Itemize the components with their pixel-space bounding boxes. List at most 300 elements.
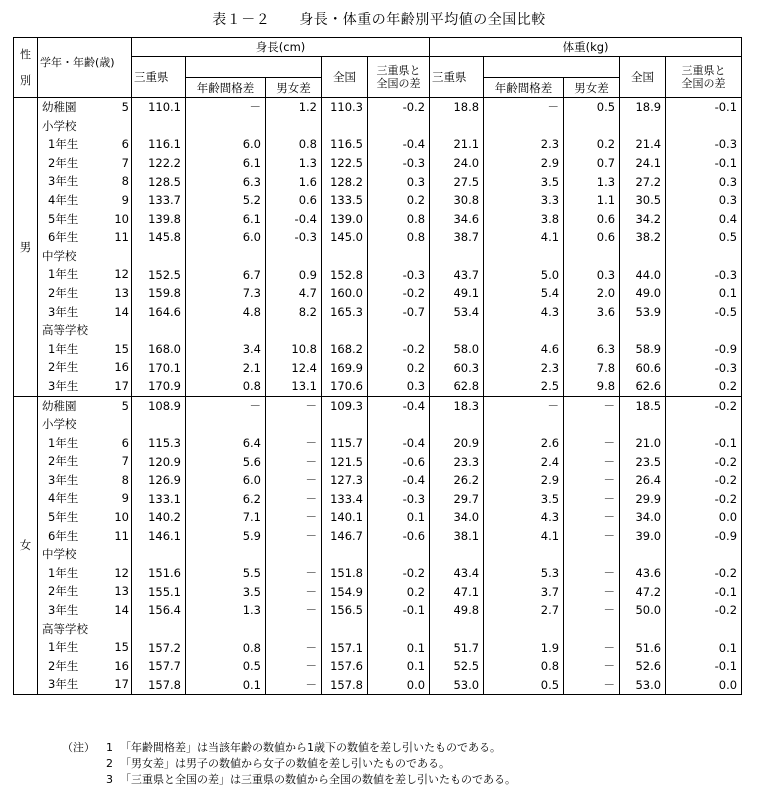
national-height-cell: 110.3 xyxy=(322,98,368,117)
national-height-cell: 154.9 xyxy=(322,582,368,601)
weight-mie-vs-national-cell: -0.1 xyxy=(666,98,742,117)
grade-cell xyxy=(38,247,132,266)
mie-height-cell xyxy=(132,117,186,136)
mie-height-cell xyxy=(132,321,186,340)
weight-sex-diff-cell: － xyxy=(564,527,620,546)
age-value: 10 xyxy=(114,510,129,525)
table-row xyxy=(14,98,742,117)
age-value: 12 xyxy=(114,267,129,282)
age-value: 9 xyxy=(121,491,129,506)
mie-height-cell: 156.4 xyxy=(132,601,186,620)
national-weight-cell: 34.0 xyxy=(620,508,666,527)
header-weight-age-diff: 年齢間格差 xyxy=(484,78,564,98)
weight-sex-diff-cell: － xyxy=(564,452,620,471)
mie-height-cell xyxy=(132,247,186,266)
table-row xyxy=(14,117,742,136)
height-mie-vs-national-cell: 0.1 xyxy=(368,657,430,676)
height-age-diff-cell: 6.0 xyxy=(186,135,266,154)
grade-cell xyxy=(38,434,132,453)
weight-mie-vs-national-cell: -0.1 xyxy=(666,434,742,453)
weight-sex-diff-cell xyxy=(564,247,620,266)
grade-cell xyxy=(38,396,132,415)
grade-cell xyxy=(38,527,132,546)
height-sex-diff-cell: － xyxy=(266,434,322,453)
grade-label: 5年生 xyxy=(48,510,79,525)
header-weight-group: 体重(kg) xyxy=(430,38,742,57)
grade-cell xyxy=(38,601,132,620)
national-weight-cell: 29.9 xyxy=(620,489,666,508)
mie-height-cell: 108.9 xyxy=(132,396,186,415)
table-row xyxy=(14,452,742,471)
table-row xyxy=(14,620,742,639)
mie-height-cell: 170.1 xyxy=(132,358,186,377)
table-row xyxy=(14,303,742,322)
height-age-diff-cell: 6.0 xyxy=(186,228,266,247)
table-row xyxy=(14,489,742,508)
grade-cell xyxy=(38,265,132,284)
weight-mie-vs-national-cell xyxy=(666,415,742,434)
grade-cell xyxy=(38,340,132,359)
weight-age-diff-cell: 0.8 xyxy=(484,657,564,676)
national-height-cell: 151.8 xyxy=(322,564,368,583)
national-weight-cell xyxy=(620,247,666,266)
weight-mie-vs-national-cell: -0.3 xyxy=(666,135,742,154)
national-weight-cell: 53.0 xyxy=(620,675,666,694)
weight-age-diff-cell: 2.9 xyxy=(484,154,564,173)
weight-sex-diff-cell: － xyxy=(564,638,620,657)
height-mie-vs-national-cell: 0.2 xyxy=(368,582,430,601)
national-height-cell xyxy=(322,620,368,639)
header-weight-spacer xyxy=(484,57,620,78)
weight-sex-diff-cell: － xyxy=(564,396,620,415)
weight-age-diff-cell: 4.1 xyxy=(484,527,564,546)
height-sex-diff-cell: － xyxy=(266,471,322,490)
mie-height-cell: 120.9 xyxy=(132,452,186,471)
height-age-diff-cell: 6.3 xyxy=(186,172,266,191)
height-mie-vs-national-cell xyxy=(368,415,430,434)
national-height-cell: 109.3 xyxy=(322,396,368,415)
weight-sex-diff-cell: － xyxy=(564,508,620,527)
weight-sex-diff-cell: 6.3 xyxy=(564,340,620,359)
weight-mie-vs-national-cell: 0.0 xyxy=(666,508,742,527)
grade-cell xyxy=(38,638,132,657)
national-weight-cell: 50.0 xyxy=(620,601,666,620)
height-mie-vs-national-cell xyxy=(368,620,430,639)
national-weight-cell: 21.0 xyxy=(620,434,666,453)
height-age-diff-cell: 3.4 xyxy=(186,340,266,359)
table-body xyxy=(14,98,742,695)
height-sex-diff-cell: － xyxy=(266,582,322,601)
age-value: 15 xyxy=(114,640,129,655)
footnote xyxy=(62,756,516,772)
mie-weight-cell: 53.4 xyxy=(430,303,484,322)
grade-cell xyxy=(38,489,132,508)
weight-sex-diff-cell: － xyxy=(564,434,620,453)
height-sex-diff-cell: -0.3 xyxy=(266,228,322,247)
weight-sex-diff-cell: 1.3 xyxy=(564,172,620,191)
grade-cell xyxy=(38,545,132,564)
height-age-diff-cell: 0.5 xyxy=(186,657,266,676)
national-weight-cell: 18.5 xyxy=(620,396,666,415)
height-mie-vs-national-cell: -0.4 xyxy=(368,396,430,415)
weight-mie-vs-national-cell: -0.2 xyxy=(666,564,742,583)
height-age-diff-cell: 7.3 xyxy=(186,284,266,303)
age-value: 16 xyxy=(114,360,129,375)
height-age-diff-cell: 5.5 xyxy=(186,564,266,583)
height-sex-diff-cell: － xyxy=(266,601,322,620)
grade-cell xyxy=(38,471,132,490)
weight-mie-vs-national-cell: 0.5 xyxy=(666,228,742,247)
grade-cell xyxy=(38,154,132,173)
weight-sex-diff-cell: － xyxy=(564,601,620,620)
weight-age-diff-cell: 1.9 xyxy=(484,638,564,657)
mie-height-cell: 151.6 xyxy=(132,564,186,583)
height-sex-diff-cell: － xyxy=(266,675,322,694)
mie-height-cell: 159.8 xyxy=(132,284,186,303)
national-height-cell: 165.3 xyxy=(322,303,368,322)
grade-label: 2年生 xyxy=(48,285,79,300)
height-age-diff-cell xyxy=(186,321,266,340)
header-sex: 性 別 xyxy=(14,38,38,98)
age-value: 10 xyxy=(114,211,129,226)
weight-mie-vs-national-cell: -0.1 xyxy=(666,657,742,676)
grade-label: 高等学校 xyxy=(42,323,88,338)
height-mie-vs-national-cell: -0.2 xyxy=(368,284,430,303)
weight-sex-diff-cell xyxy=(564,545,620,564)
national-height-cell xyxy=(322,545,368,564)
national-height-cell: 146.7 xyxy=(322,527,368,546)
national-height-cell xyxy=(322,415,368,434)
height-sex-diff-cell: -0.4 xyxy=(266,210,322,229)
national-height-cell: 160.0 xyxy=(322,284,368,303)
weight-sex-diff-cell: 2.0 xyxy=(564,284,620,303)
table-row xyxy=(14,675,742,694)
height-mie-vs-national-cell: -0.3 xyxy=(368,154,430,173)
footnotes xyxy=(62,740,516,788)
table-row xyxy=(14,545,742,564)
mie-height-cell: 128.5 xyxy=(132,172,186,191)
header-height-national: 全国 xyxy=(322,57,368,98)
national-height-cell xyxy=(322,247,368,266)
grade-label: 2年生 xyxy=(48,658,79,673)
national-height-cell: 127.3 xyxy=(322,471,368,490)
mie-height-cell: 157.7 xyxy=(132,657,186,676)
grade-label: 3年生 xyxy=(48,603,79,618)
mie-weight-cell: 18.3 xyxy=(430,396,484,415)
national-weight-cell xyxy=(620,321,666,340)
weight-age-diff-cell: 4.3 xyxy=(484,508,564,527)
height-age-diff-cell: 6.7 xyxy=(186,265,266,284)
age-value: 6 xyxy=(121,137,129,152)
height-sex-diff-cell xyxy=(266,415,322,434)
mie-height-cell: 133.7 xyxy=(132,191,186,210)
grade-label: 2年生 xyxy=(48,584,79,599)
mie-weight-cell: 43.4 xyxy=(430,564,484,583)
national-weight-cell: 51.6 xyxy=(620,638,666,657)
grade-cell xyxy=(38,303,132,322)
height-sex-diff-cell: 13.1 xyxy=(266,377,322,396)
weight-sex-diff-cell: 0.6 xyxy=(564,210,620,229)
comparison-table xyxy=(13,37,742,695)
national-weight-cell: 44.0 xyxy=(620,265,666,284)
mie-weight-cell xyxy=(430,321,484,340)
age-value: 13 xyxy=(114,285,129,300)
national-weight-cell: 34.2 xyxy=(620,210,666,229)
footnote-text: 「三重県と全国の差」は三重県の数値から全国の数値を差し引いたものである。 xyxy=(120,773,516,786)
mie-weight-cell: 53.0 xyxy=(430,675,484,694)
weight-age-diff-cell: 4.1 xyxy=(484,228,564,247)
height-age-diff-cell: 5.2 xyxy=(186,191,266,210)
mie-height-cell: 122.2 xyxy=(132,154,186,173)
national-height-cell: 157.6 xyxy=(322,657,368,676)
height-mie-vs-national-cell xyxy=(368,321,430,340)
mie-weight-cell xyxy=(430,415,484,434)
weight-age-diff-cell: 0.5 xyxy=(484,675,564,694)
weight-sex-diff-cell: 3.6 xyxy=(564,303,620,322)
national-weight-cell: 52.6 xyxy=(620,657,666,676)
grade-cell xyxy=(38,620,132,639)
weight-age-diff-cell xyxy=(484,620,564,639)
grade-label: 1年生 xyxy=(48,640,79,655)
national-height-cell: 169.9 xyxy=(322,358,368,377)
table-row xyxy=(14,154,742,173)
national-weight-cell: 21.4 xyxy=(620,135,666,154)
mie-weight-cell: 38.1 xyxy=(430,527,484,546)
weight-age-diff-cell xyxy=(484,415,564,434)
weight-mie-vs-national-cell: -0.3 xyxy=(666,358,742,377)
height-mie-vs-national-cell: -0.4 xyxy=(368,135,430,154)
grade-cell xyxy=(38,210,132,229)
weight-sex-diff-cell: 9.8 xyxy=(564,377,620,396)
weight-age-diff-cell: － xyxy=(484,396,564,415)
grade-label: 1年生 xyxy=(48,267,79,282)
grade-label: 6年生 xyxy=(48,230,79,245)
national-height-cell: 168.2 xyxy=(322,340,368,359)
age-value: 8 xyxy=(121,174,129,189)
table-row xyxy=(14,638,742,657)
grade-cell xyxy=(38,172,132,191)
height-mie-vs-national-cell: 0.8 xyxy=(368,228,430,247)
height-age-diff-cell xyxy=(186,545,266,564)
weight-sex-diff-cell: 0.3 xyxy=(564,265,620,284)
weight-age-diff-cell xyxy=(484,321,564,340)
height-age-diff-cell: 0.1 xyxy=(186,675,266,694)
height-age-diff-cell: 6.2 xyxy=(186,489,266,508)
grade-label: 2年生 xyxy=(48,454,79,469)
mie-weight-cell: 52.5 xyxy=(430,657,484,676)
weight-sex-diff-cell: 7.8 xyxy=(564,358,620,377)
grade-label: 1年生 xyxy=(48,435,79,450)
height-mie-vs-national-cell: -0.4 xyxy=(368,434,430,453)
height-sex-diff-cell: 4.7 xyxy=(266,284,322,303)
weight-age-diff-cell: 2.3 xyxy=(484,358,564,377)
grade-label: 小学校 xyxy=(42,417,77,432)
national-weight-cell: 49.0 xyxy=(620,284,666,303)
mie-weight-cell: 27.5 xyxy=(430,172,484,191)
height-mie-vs-national-cell: 0.0 xyxy=(368,675,430,694)
weight-mie-vs-national-cell: -0.1 xyxy=(666,582,742,601)
sex-cell: 男 xyxy=(14,98,38,397)
height-sex-diff-cell: 1.3 xyxy=(266,154,322,173)
mie-height-cell: 157.2 xyxy=(132,638,186,657)
grade-cell xyxy=(38,358,132,377)
age-value: 17 xyxy=(114,378,129,393)
weight-age-diff-cell: 3.7 xyxy=(484,582,564,601)
page-title: 表１－２ 身長・体重の年齢別平均値の全国比較 xyxy=(212,12,546,28)
national-weight-cell: 60.6 xyxy=(620,358,666,377)
height-mie-vs-national-cell: 0.8 xyxy=(368,210,430,229)
table-row xyxy=(14,358,742,377)
grade-label: 中学校 xyxy=(42,547,77,562)
mie-height-cell: 140.2 xyxy=(132,508,186,527)
height-sex-diff-cell: － xyxy=(266,452,322,471)
table-row xyxy=(14,396,742,415)
footnote-number: 1 xyxy=(106,741,113,754)
age-value: 12 xyxy=(114,565,129,580)
age-value: 14 xyxy=(114,603,129,618)
footnote-text: 「男女差」は男子の数値から女子の数値を差し引いたものである。 xyxy=(120,757,450,770)
table-row xyxy=(14,340,742,359)
weight-mie-vs-national-cell xyxy=(666,117,742,136)
mie-weight-cell: 21.1 xyxy=(430,135,484,154)
height-mie-vs-national-cell: -0.2 xyxy=(368,340,430,359)
grade-cell xyxy=(38,657,132,676)
grade-cell xyxy=(38,117,132,136)
height-mie-vs-national-cell: 0.2 xyxy=(368,191,430,210)
grade-label: 3年生 xyxy=(48,304,79,319)
height-sex-diff-cell: － xyxy=(266,564,322,583)
header-weight-sex-diff: 男女差 xyxy=(564,78,620,98)
grade-label: 3年生 xyxy=(48,472,79,487)
mie-height-cell xyxy=(132,415,186,434)
weight-sex-diff-cell: － xyxy=(564,471,620,490)
height-mie-vs-national-cell: 0.2 xyxy=(368,358,430,377)
grade-label: 中学校 xyxy=(42,248,77,263)
weight-mie-vs-national-cell: -0.9 xyxy=(666,340,742,359)
table-row xyxy=(14,415,742,434)
weight-sex-diff-cell: 0.6 xyxy=(564,228,620,247)
height-age-diff-cell: 6.0 xyxy=(186,471,266,490)
age-value: 7 xyxy=(121,155,129,170)
header-height-mie-vs-national: 三重県と 全国の差 xyxy=(368,57,430,98)
height-mie-vs-national-cell: 0.1 xyxy=(368,508,430,527)
age-value: 11 xyxy=(114,528,129,543)
height-age-diff-cell: 0.8 xyxy=(186,638,266,657)
height-sex-diff-cell xyxy=(266,620,322,639)
mie-weight-cell: 62.8 xyxy=(430,377,484,396)
height-age-diff-cell: 3.5 xyxy=(186,582,266,601)
height-age-diff-cell xyxy=(186,620,266,639)
height-mie-vs-national-cell: -0.4 xyxy=(368,471,430,490)
national-weight-cell: 26.4 xyxy=(620,471,666,490)
national-height-cell: 116.5 xyxy=(322,135,368,154)
weight-age-diff-cell: 2.9 xyxy=(484,471,564,490)
footnote-number: 3 xyxy=(106,773,113,786)
height-age-diff-cell: 2.1 xyxy=(186,358,266,377)
table-row xyxy=(14,434,742,453)
national-weight-cell xyxy=(620,415,666,434)
national-height-cell: 115.7 xyxy=(322,434,368,453)
national-height-cell: 170.6 xyxy=(322,377,368,396)
mie-height-cell: 164.6 xyxy=(132,303,186,322)
height-mie-vs-national-cell: -0.3 xyxy=(368,265,430,284)
grade-cell xyxy=(38,675,132,694)
height-age-diff-cell xyxy=(186,117,266,136)
weight-mie-vs-national-cell: -0.2 xyxy=(666,471,742,490)
header-height-mie: 三重県 xyxy=(132,57,186,98)
mie-height-cell: 168.0 xyxy=(132,340,186,359)
national-height-cell: 133.4 xyxy=(322,489,368,508)
mie-height-cell: 155.1 xyxy=(132,582,186,601)
mie-height-cell: 139.8 xyxy=(132,210,186,229)
national-weight-cell: 27.2 xyxy=(620,172,666,191)
mie-height-cell: 110.1 xyxy=(132,98,186,117)
mie-weight-cell: 49.1 xyxy=(430,284,484,303)
table-row xyxy=(14,582,742,601)
weight-age-diff-cell xyxy=(484,117,564,136)
weight-sex-diff-cell: － xyxy=(564,675,620,694)
grade-label: 幼稚園 xyxy=(42,398,77,413)
mie-weight-cell: 30.8 xyxy=(430,191,484,210)
height-age-diff-cell: 6.1 xyxy=(186,210,266,229)
grade-cell xyxy=(38,415,132,434)
height-mie-vs-national-cell: -0.2 xyxy=(368,98,430,117)
weight-mie-vs-national-cell: 0.1 xyxy=(666,638,742,657)
national-weight-cell: 23.5 xyxy=(620,452,666,471)
height-mie-vs-national-cell: -0.3 xyxy=(368,489,430,508)
mie-weight-cell: 24.0 xyxy=(430,154,484,173)
weight-mie-vs-national-cell: -0.2 xyxy=(666,452,742,471)
table-row xyxy=(14,228,742,247)
weight-age-diff-cell: 2.3 xyxy=(484,135,564,154)
weight-mie-vs-national-cell: 0.0 xyxy=(666,675,742,694)
weight-age-diff-cell: 3.5 xyxy=(484,489,564,508)
mie-weight-cell xyxy=(430,545,484,564)
national-weight-cell: 18.9 xyxy=(620,98,666,117)
grade-cell xyxy=(38,582,132,601)
grade-label: 高等学校 xyxy=(42,621,88,636)
table-row xyxy=(14,564,742,583)
national-height-cell: 139.0 xyxy=(322,210,368,229)
grade-label: 小学校 xyxy=(42,118,77,133)
weight-age-diff-cell: 4.6 xyxy=(484,340,564,359)
mie-weight-cell: 34.6 xyxy=(430,210,484,229)
national-weight-cell: 39.0 xyxy=(620,527,666,546)
mie-height-cell: 126.9 xyxy=(132,471,186,490)
grade-label: 3年生 xyxy=(48,174,79,189)
footnote xyxy=(62,772,516,788)
national-height-cell: 128.2 xyxy=(322,172,368,191)
age-value: 8 xyxy=(121,472,129,487)
national-height-cell: 152.8 xyxy=(322,265,368,284)
table-row xyxy=(14,284,742,303)
weight-sex-diff-cell xyxy=(564,321,620,340)
grade-label: 6年生 xyxy=(48,528,79,543)
table-row xyxy=(14,321,742,340)
mie-weight-cell: 43.7 xyxy=(430,265,484,284)
weight-age-diff-cell: 4.3 xyxy=(484,303,564,322)
grade-cell xyxy=(38,377,132,396)
weight-age-diff-cell xyxy=(484,545,564,564)
weight-sex-diff-cell: 0.2 xyxy=(564,135,620,154)
national-weight-cell xyxy=(620,620,666,639)
table-row xyxy=(14,657,742,676)
mie-weight-cell: 47.1 xyxy=(430,582,484,601)
header-grade-age: 学年・年齢(歳) xyxy=(38,38,132,98)
height-sex-diff-cell: 1.2 xyxy=(266,98,322,117)
weight-mie-vs-national-cell: -0.2 xyxy=(666,489,742,508)
mie-weight-cell: 23.3 xyxy=(430,452,484,471)
